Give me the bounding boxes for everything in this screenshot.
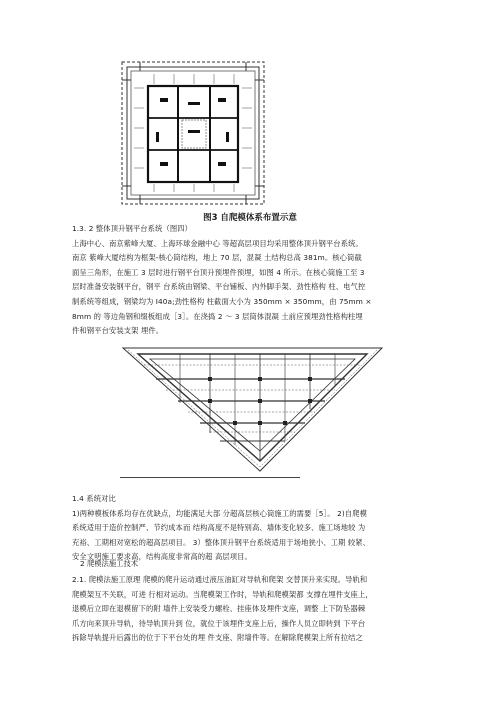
body-line: 退模后立即在退模留下的附 墙件上安装受力螺栓、挂座体及埋件支座，调整 上下防坠器棘 bbox=[72, 604, 366, 614]
body-line: 层时准备安装钢平台，钢平 台系统由钢梁、平台铺板、内外脚手架、劲性格构 柱、电气控 bbox=[72, 282, 366, 292]
section-1-4 bbox=[72, 492, 432, 565]
section-heading: 1.4 系统对比 bbox=[72, 494, 116, 503]
body-line: 8mm 的 等边角钢和缀板组成［3］。在浇捣 2 ～ 3 层筒体混凝 土前应预埋劲性格构柱埋 bbox=[72, 311, 363, 321]
body-line: 安全文明施工要求高，结构高度非常高的超 高层项目。 bbox=[72, 552, 252, 562]
figure-3-caption: 图3 自爬模体系布置示意 bbox=[203, 213, 297, 223]
body-line: 爬模架互不关联，可进 行相对运动。当爬模架工作时，导轨和爬模架都 支撑在埋件支座上， bbox=[72, 589, 373, 599]
body-line: 爪方向来顶升导轨，待导轨顶升到 位，就位于该埋件支座上后，操作人员立即转到 下平台 bbox=[72, 618, 366, 628]
body-line: 南京 紫峰大厦结构为框架-核心筒结构，地上 70 层，混凝 土结构总高 381m。核心筒截 bbox=[72, 253, 362, 263]
figure-divider-line bbox=[120, 477, 300, 478]
body-line: 拆除导轨提升后露出的位于下平台处的埋 件支座、附墙件等。在解除爬模架上所有拉结之 bbox=[72, 633, 363, 643]
body-line: 系统适用于造价控制严、节约成本而 结构高度不是特别高、墙体变化较多、施工场地较 为 bbox=[72, 523, 366, 533]
section-heading: 1.3. 2 整体顶升钢平台系统（图四） bbox=[72, 224, 193, 233]
body-line: 件和钢平台安装支架 埋件。 bbox=[72, 326, 164, 336]
body-line: 上海中心、南京紫峰大厦、上海环球金融中心 等超高层项目均采用整体顶升钢平台系统。 bbox=[72, 238, 363, 248]
body-line: 制系统等组成，钢梁均为 I40a;劲性格构 柱截面大小为 350mm × 350mm，由 75mm × bbox=[72, 296, 372, 306]
section-2-heading: 2 爬模法施工技术 bbox=[80, 559, 139, 568]
steel-platform-triangle-figure bbox=[120, 345, 385, 475]
body-line: 2.1. 爬模法施工原理 爬模的爬升运动通过液压油缸对导轨和爬架 交替顶升来实现。导轨和 bbox=[72, 575, 368, 584]
body-line: 面呈三角形，在施工 3 层时进行钢平台顶升预埋件预埋，如图 4 所示。在核心筒施工至 3 bbox=[72, 267, 365, 277]
section-1-3-2 bbox=[72, 222, 432, 339]
body-line: 1)两种模板体系均存在优缺点，均能满足大部 分超高层核心筒施工的需要［5］。 2)自爬模 bbox=[72, 508, 367, 518]
climbing-formwork-plan-figure bbox=[118, 58, 268, 208]
section-2-1 bbox=[72, 573, 432, 646]
body-line: 充裕、工期相对宽松的超高层项目。 3）整体顶升钢平台系统适用于场地狭小、工期 较紧、 bbox=[72, 537, 371, 547]
